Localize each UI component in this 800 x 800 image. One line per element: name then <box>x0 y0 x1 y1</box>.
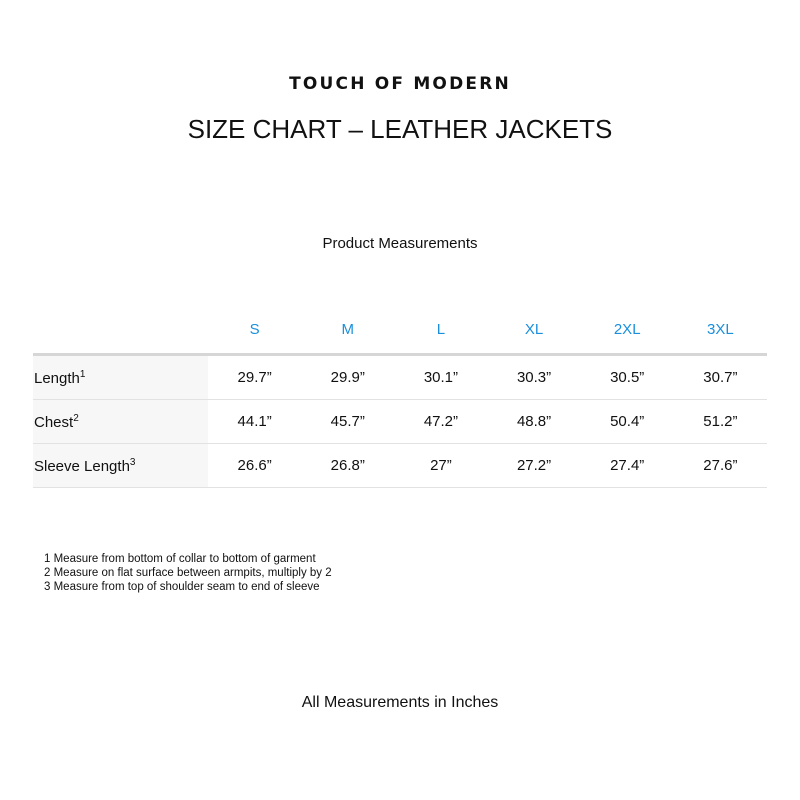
footnote-ref: 1 <box>79 368 86 380</box>
table-row <box>33 444 767 488</box>
size-header: 2XL <box>581 305 674 355</box>
size-header: M <box>301 305 394 355</box>
size-header: 3XL <box>674 305 767 355</box>
row-label-text: Length <box>34 369 80 387</box>
footnote: 3 Measure from top of shoulder seam to end of sleeve <box>44 581 320 593</box>
measurement-cell: 27” <box>394 444 487 488</box>
row-label-text: Chest <box>34 413 74 431</box>
row-label <box>33 355 208 400</box>
measurement-cell: 48.8” <box>487 400 580 444</box>
table-row <box>33 355 767 400</box>
footnote-ref: 2 <box>73 412 79 424</box>
measurement-cell: 27.6” <box>674 444 767 488</box>
measurement-cell: 44.1” <box>208 400 301 444</box>
measurement-cell: 27.4” <box>581 444 674 488</box>
size-table <box>33 305 767 488</box>
measurement-cell: 30.3” <box>487 355 580 400</box>
footnote: 1 Measure from bottom of collar to bottom of garment <box>44 553 316 565</box>
measurement-cell: 29.9” <box>301 355 394 400</box>
measurement-cell: 27.2” <box>487 444 580 488</box>
row-label <box>33 400 208 444</box>
row-label <box>33 444 208 488</box>
measurement-cell: 51.2” <box>674 400 767 444</box>
footnotes <box>44 552 332 594</box>
measurement-cell: 50.4” <box>581 400 674 444</box>
measurement-cell: 30.5” <box>581 355 674 400</box>
measurement-cell: 26.6” <box>208 444 301 488</box>
size-header-row <box>33 305 767 355</box>
table-caption: Product Measurements <box>322 235 478 252</box>
units-note: All Measurements in Inches <box>301 694 499 711</box>
measurement-cell: 47.2” <box>394 400 487 444</box>
table-row <box>33 400 767 444</box>
measurement-cell: 29.7” <box>208 355 301 400</box>
measurement-cell: 30.1” <box>394 355 487 400</box>
footnote-ref: 3 <box>129 456 136 468</box>
measurement-cell: 30.7” <box>674 355 767 400</box>
page-title: SIZE CHART – LEATHER JACKETS <box>187 114 613 144</box>
measurement-cell: 45.7” <box>301 400 394 444</box>
size-header: XL <box>487 305 580 355</box>
footnote: 2 Measure on flat surface between armpits, multiply by 2 <box>44 567 332 579</box>
empty-header <box>33 305 208 355</box>
row-label-text: Sleeve Length <box>34 457 130 475</box>
measurement-cell: 26.8” <box>301 444 394 488</box>
size-header: S <box>208 305 301 355</box>
brand-logo: TOUCH OF MODERN <box>289 74 511 94</box>
size-header: L <box>394 305 487 355</box>
